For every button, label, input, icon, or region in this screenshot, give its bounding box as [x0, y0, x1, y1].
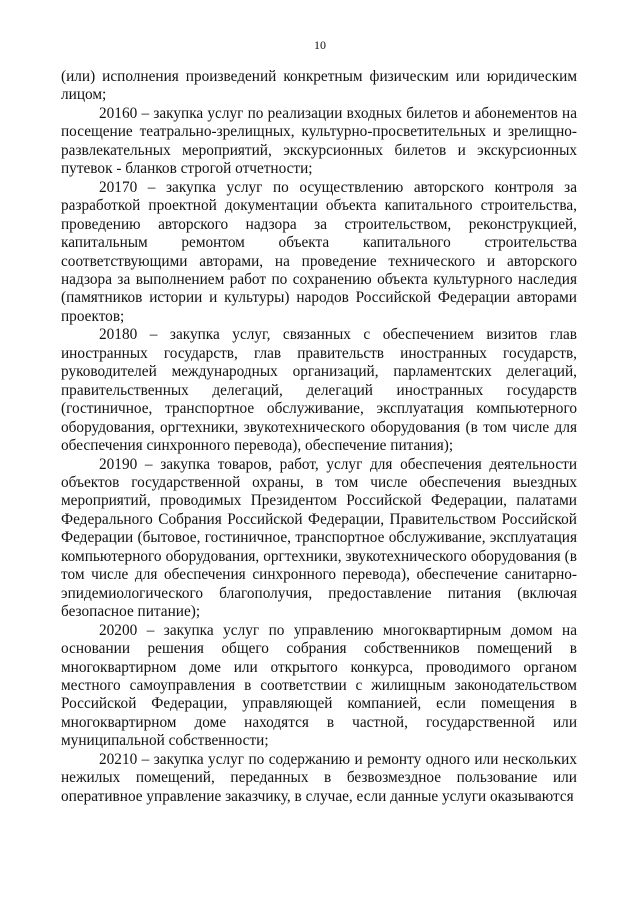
document-body — [61, 68, 577, 806]
paragraph-continuation: (или) исполнения произведений конкретным физическим или юридическим лицом; — [61, 68, 577, 104]
paragraph-20210: 20210 – закупка услуг по содержанию и ремонту одного или нескольких нежилых помещений, переданных в безвозмездное пользование или оперативное управление заказчику, в случае, если данные услуги оказываются — [61, 750, 577, 805]
paragraph-20170: 20170 – закупка услуг по осуществлению авторского контроля за разработкой проектной документации объекта капитального строительства, проведению авторского надзора за строительством, реконструкцией, капитальным ремонтом объекта капитального строительства соответствующими авторами, на проведение технического и авторского надзора за выполнением работ по сохранению объекта культурного наследия (памятников истории и культуры) народов Российской Федерации авторами проектов; — [61, 178, 577, 325]
paragraph-20180: 20180 – закупка услуг, связанных с обеспечением визитов глав иностранных государств, глав правительств иностранных государств, руководителей международных организаций, парламентских делегаций, правительственных делегаций, делегаций иностранных государств (гостиничное, транспортное обслуживание, эксплуатация компьютерного оборудования, оргтехники, звукотехнического оборудования (в том числе для обеспечения синхронного перевода), обеспечение питания); — [61, 326, 577, 455]
paragraph-20200: 20200 – закупка услуг по управлению многоквартирным домом на основании решения общего собрания собственников помещений в многоквартирном доме или открытого конкурса, проводимого органом местного самоуправления в соответствии с жилищным законодательством Российской Федерации, управляющей компанией, если помещения в многоквартирном доме находятся в частной, государственной или муниципальной собственности; — [61, 621, 577, 750]
page-number: 10 — [314, 38, 326, 52]
paragraph-20190: 20190 – закупка товаров, работ, услуг для обеспечения деятельности объектов государственной охраны, в том числе обеспечения выездных мероприятий, проводимых Президентом Российской Федерации, палатами Федерального Собрания Российской Федерации, Правительством Российской Федерации (бытовое, гостиничное, транспортное обслуживание, эксплуатация компьютерного оборудования, оргтехники, звукотехнического оборудования (в том числе для обеспечения синхронного перевода), обеспечение санитарно-эпидемиологического благополучия, предоставление питания (включая безопасное питание); — [61, 455, 577, 621]
paragraph-20160: 20160 – закупка услуг по реализации входных билетов и абонементов на посещение театрально-зрелищных, культурно-просветительных и зрелищно-развлекательных мероприятий, экскурсионных билетов и экскурсионных путевок - бланков строгой отчетности; — [61, 104, 577, 178]
